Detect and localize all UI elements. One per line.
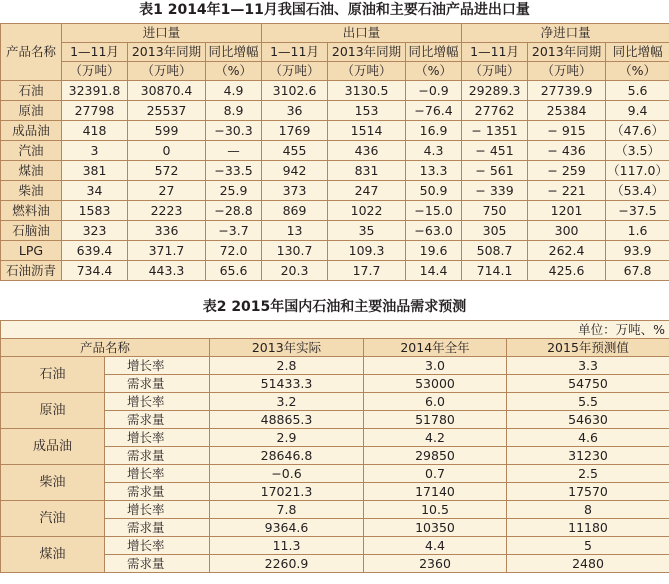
table-cell: 4.9: [206, 81, 262, 101]
table-cell: 5: [507, 537, 669, 555]
product-name: 原油: [1, 393, 105, 429]
table-cell: 750: [462, 201, 528, 221]
table-cell: 32391.8: [62, 81, 128, 101]
table-cell: 20.3: [262, 261, 328, 281]
product-name: 成品油: [1, 429, 105, 465]
table-cell: 2360: [364, 555, 507, 573]
table-row: [1, 201, 669, 221]
table2-title: 表2 2015年国内石油和主要油品需求预测: [202, 299, 467, 315]
column-unit: （万吨）: [262, 62, 328, 81]
metric-label: 增长率: [105, 357, 210, 375]
product-name: 汽油: [1, 501, 105, 537]
table-cell: 10.5: [364, 501, 507, 519]
net-import-group-header: 净进口量: [462, 24, 669, 43]
table-cell: 373: [262, 181, 328, 201]
table-cell: 4.3: [406, 141, 462, 161]
table-cell: 1514: [328, 121, 406, 141]
table-cell: 418: [62, 121, 128, 141]
table-row: [1, 161, 669, 181]
table-cell: 51433.3: [210, 375, 364, 393]
table-cell: 2.8: [210, 357, 364, 375]
table-cell: 153: [328, 101, 406, 121]
table-cell: —: [206, 141, 262, 161]
product-name: 成品油: [1, 121, 62, 141]
table-cell: 5.5: [507, 393, 669, 411]
table-cell: 2.5: [507, 465, 669, 483]
table-cell: 17140: [364, 483, 507, 501]
export-group-header: 出口量: [262, 24, 462, 43]
metric-label: 需求量: [105, 555, 210, 573]
metric-label: 增长率: [105, 501, 210, 519]
column-header: 同比增幅: [406, 43, 462, 62]
table-cell: 869: [262, 201, 328, 221]
table-cell: 14.4: [406, 261, 462, 281]
table-cell: 9.4: [606, 101, 669, 121]
product-name: 柴油: [1, 181, 62, 201]
demand-forecast-table: [0, 320, 669, 573]
table-cell: 28646.8: [210, 447, 364, 465]
table-cell: − 259: [528, 161, 606, 181]
table-cell: −76.4: [406, 101, 462, 121]
product-name: 煤油: [1, 161, 62, 181]
table-cell: − 915: [528, 121, 606, 141]
product-name: 原油: [1, 101, 62, 121]
table-cell: 734.4: [62, 261, 128, 281]
table-cell: 25384: [528, 101, 606, 121]
table-cell: 11.3: [210, 537, 364, 555]
table-cell: 31230: [507, 447, 669, 465]
table-cell: 25.9: [206, 181, 262, 201]
product-name: 柴油: [1, 465, 105, 501]
column-header: 2013年同期: [128, 43, 206, 62]
table-cell: 13.3: [406, 161, 462, 181]
column-header: 2013年同期: [328, 43, 406, 62]
product-name-header: 产品名称: [1, 24, 62, 81]
table-cell: 36: [262, 101, 328, 121]
metric-label: 需求量: [105, 411, 210, 429]
table-cell: 4.6: [507, 429, 669, 447]
table-cell: 443.3: [128, 261, 206, 281]
table-cell: 5.6: [606, 81, 669, 101]
metric-label: 需求量: [105, 447, 210, 465]
table-cell: 19.6: [406, 241, 462, 261]
table-cell: 3.2: [210, 393, 364, 411]
table-cell: 3130.5: [328, 81, 406, 101]
table-cell: − 339: [462, 181, 528, 201]
table-cell: 34: [62, 181, 128, 201]
table-row: [1, 429, 669, 447]
table-cell: 4.4: [364, 537, 507, 555]
table-cell: 8: [507, 501, 669, 519]
table1-title: 表1 2014年1—11月我国石油、原油和主要石油产品进出口量: [139, 2, 530, 18]
table-cell: 29850: [364, 447, 507, 465]
table-cell: 2223: [128, 201, 206, 221]
table-cell: 1769: [262, 121, 328, 141]
table-cell: （3.5）: [606, 141, 669, 161]
column-unit: （万吨）: [62, 62, 128, 81]
table-cell: 639.4: [62, 241, 128, 261]
table-cell: − 561: [462, 161, 528, 181]
table-cell: 455: [262, 141, 328, 161]
product-name: 石油: [1, 357, 105, 393]
table-cell: 17570: [507, 483, 669, 501]
table-cell: 714.1: [462, 261, 528, 281]
import-export-table: [0, 23, 669, 281]
table-cell: 29289.3: [462, 81, 528, 101]
table-cell: 53000: [364, 375, 507, 393]
table-cell: −3.7: [206, 221, 262, 241]
table-cell: 3.0: [364, 357, 507, 375]
table-cell: 371.7: [128, 241, 206, 261]
table-cell: −37.5: [606, 201, 669, 221]
table-cell: 8.9: [206, 101, 262, 121]
table-cell: 1.6: [606, 221, 669, 241]
table-cell: 300: [528, 221, 606, 241]
table-cell: 54750: [507, 375, 669, 393]
table-cell: −15.0: [406, 201, 462, 221]
metric-label: 需求量: [105, 519, 210, 537]
metric-label: 需求量: [105, 483, 210, 501]
table-cell: 50.9: [406, 181, 462, 201]
column-unit: （万吨）: [462, 62, 528, 81]
column-header: 同比增幅: [606, 43, 669, 62]
table-cell: 323: [62, 221, 128, 241]
table-cell: 0: [128, 141, 206, 161]
product-name-header: 产品名称: [1, 339, 210, 357]
table-cell: − 221: [528, 181, 606, 201]
column-header: 1—11月: [262, 43, 328, 62]
table-cell: 3102.6: [262, 81, 328, 101]
table-cell: 10350: [364, 519, 507, 537]
table-cell: 4.2: [364, 429, 507, 447]
column-header: 同比增幅: [206, 43, 262, 62]
table-row: [1, 101, 669, 121]
table-cell: −28.8: [206, 201, 262, 221]
product-name: 煤油: [1, 537, 105, 573]
metric-label: 增长率: [105, 393, 210, 411]
table-cell: 13: [262, 221, 328, 241]
metric-label: 增长率: [105, 429, 210, 447]
table-cell: 508.7: [462, 241, 528, 261]
table-row: [1, 357, 669, 375]
table-cell: − 1351: [462, 121, 528, 141]
column-unit: （%）: [606, 62, 669, 81]
table-cell: 51780: [364, 411, 507, 429]
table-cell: 9364.6: [210, 519, 364, 537]
table-cell: （53.4）: [606, 181, 669, 201]
table-cell: 247: [328, 181, 406, 201]
table-cell: 572: [128, 161, 206, 181]
table-cell: 831: [328, 161, 406, 181]
table-cell: 436: [328, 141, 406, 161]
column-header: 1—11月: [462, 43, 528, 62]
metric-label: 增长率: [105, 537, 210, 555]
actual-2013-header: 2013年实际: [210, 339, 364, 357]
table-cell: 27: [128, 181, 206, 201]
table-cell: −33.5: [206, 161, 262, 181]
table-row: [1, 141, 669, 161]
table-cell: 17.7: [328, 261, 406, 281]
table-cell: 1201: [528, 201, 606, 221]
table-cell: 2480: [507, 555, 669, 573]
table-row: [1, 261, 669, 281]
column-unit: （万吨）: [128, 62, 206, 81]
table-cell: 130.7: [262, 241, 328, 261]
table-cell: 336: [128, 221, 206, 241]
table-row: [1, 221, 669, 241]
table-row: [1, 81, 669, 101]
product-name: LPG: [1, 241, 62, 261]
product-name: 燃料油: [1, 201, 62, 221]
table-cell: 25537: [128, 101, 206, 121]
table-cell: 6.0: [364, 393, 507, 411]
table-row: [1, 465, 669, 483]
table-cell: （117.0）: [606, 161, 669, 181]
column-unit: （%）: [206, 62, 262, 81]
table-cell: − 436: [528, 141, 606, 161]
table-cell: 27762: [462, 101, 528, 121]
table-cell: 72.0: [206, 241, 262, 261]
table-cell: 54630: [507, 411, 669, 429]
product-name: 汽油: [1, 141, 62, 161]
table-cell: 1583: [62, 201, 128, 221]
table-cell: 65.6: [206, 261, 262, 281]
table-cell: （47.6）: [606, 121, 669, 141]
table-cell: 2260.9: [210, 555, 364, 573]
table-row: [1, 181, 669, 201]
unit-note: 单位：万吨、%: [1, 321, 669, 339]
full-2014-header: 2014年全年: [364, 339, 507, 357]
table-cell: 3: [62, 141, 128, 161]
table-cell: 262.4: [528, 241, 606, 261]
table-cell: 2.9: [210, 429, 364, 447]
table-cell: 27798: [62, 101, 128, 121]
table-cell: 7.8: [210, 501, 364, 519]
table-cell: 16.9: [406, 121, 462, 141]
table-cell: 93.9: [606, 241, 669, 261]
table-cell: −0.9: [406, 81, 462, 101]
table-cell: −63.0: [406, 221, 462, 241]
table-row: [1, 393, 669, 411]
column-unit: （%）: [406, 62, 462, 81]
table-cell: 1022: [328, 201, 406, 221]
table-cell: 27739.9: [528, 81, 606, 101]
forecast-2015-header: 2015年预测值: [507, 339, 669, 357]
table-cell: −30.3: [206, 121, 262, 141]
table-cell: 17021.3: [210, 483, 364, 501]
table-cell: 0.7: [364, 465, 507, 483]
import-group-header: 进口量: [62, 24, 262, 43]
table-cell: 48865.3: [210, 411, 364, 429]
table-cell: 109.3: [328, 241, 406, 261]
table-row: [1, 241, 669, 261]
table-cell: −0.6: [210, 465, 364, 483]
table-cell: 35: [328, 221, 406, 241]
metric-label: 增长率: [105, 465, 210, 483]
table-cell: 381: [62, 161, 128, 181]
table-cell: 67.8: [606, 261, 669, 281]
product-name: 石脑油: [1, 221, 62, 241]
table-cell: 30870.4: [128, 81, 206, 101]
table-cell: 599: [128, 121, 206, 141]
product-name: 石油沥青: [1, 261, 62, 281]
column-unit: （万吨）: [528, 62, 606, 81]
column-header: 1—11月: [62, 43, 128, 62]
table-row: [1, 537, 669, 555]
table-cell: 3.3: [507, 357, 669, 375]
table-cell: 11180: [507, 519, 669, 537]
column-unit: （万吨）: [328, 62, 406, 81]
metric-label: 需求量: [105, 375, 210, 393]
table-cell: 942: [262, 161, 328, 181]
product-name: 石油: [1, 81, 62, 101]
table-cell: 425.6: [528, 261, 606, 281]
table-row: [1, 121, 669, 141]
column-header: 2013年同期: [528, 43, 606, 62]
table-row: [1, 501, 669, 519]
table-cell: − 451: [462, 141, 528, 161]
table-cell: 305: [462, 221, 528, 241]
